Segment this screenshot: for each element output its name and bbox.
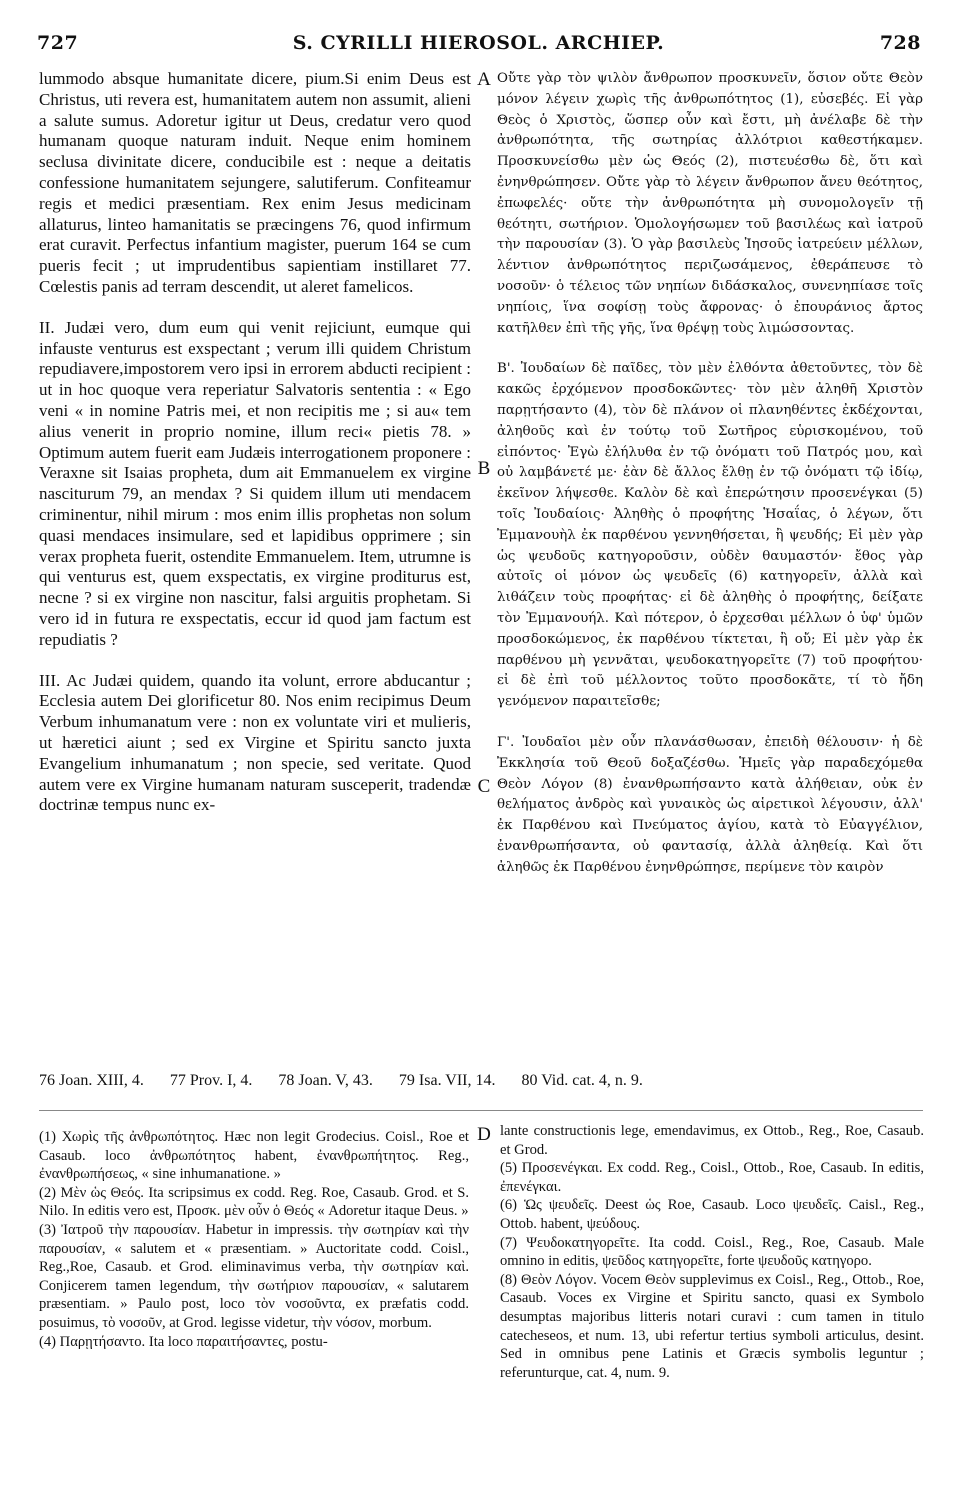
note-7: (7) Ψευδοκατηγορεῖτε. Ita codd. Coisl., Reg., Roe, Casaub. Male omnino in editis, ψεῦδος κατηγορεῖτε, forte ψευδοῦς κατηγορο. — [500, 1234, 924, 1270]
note-5: (5) Προσενέγκαι. Ex codd. Reg., Coisl., Ottob., Roe, Casaub. In editis, ἐπενέγκαι. — [500, 1160, 924, 1195]
scripture-footnotes — [39, 1072, 923, 1090]
greek-paragraph-2: Β'. Ἰουδαίων δὲ παῖδες, τὸν μὲν ἐλθόντα ἀθετοῦντες, τὸν δὲ κακῶς ἐρχόμενον προσδοκῶντες· τὸν μὲν ἀληθῆ Χριστὸν παρῃτήσαντο (4), τὸν δὲ πλάνον οἱ πλανηθέντες ἐκδέχονται, ἀληθοῦς καὶ ἐν τούτῳ τοῦ Σωτῆρος εὑρισκομένου, τοῦ εἰπόντος· Ἐγὼ ἐλήλυθα ἐν τῷ ὀνόματι τοῦ Πατρός μου, καὶ οὐ λαμβάνετέ με· ἐὰν δὲ ἄλλος ἔλθῃ ἐν τῷ ὀνόματι τῷ ἰδίῳ, ἐκεῖνον λήψεσθε. Καλὸν δὲ καὶ ἐπερώτησιν προσενέγκαι (5) τοῖς Ἰουδαίοις· Ἀληθὴς ὁ προφήτης Ἡσαΐας, ὁ λέγων, ὅτι Ἐμμανουὴλ ἐκ παρθένου γεννηθήσεται, ἢ ψευδής; Εἰ μὲν γὰρ ὡς ψευδοῦς κατηγοροῦσιν, οὐδὲν θαυμαστόν· ἔθος γὰρ αὐτοῖς οἱ μόνον ὡς ψευδεῖς (6) κατηγορεῖν, ἀλλὰ καὶ λιθάζειν τοὺς προφήτας· εἰ δὲ ἀληθὴς ὁ προφήτης, δείξατε τὸν Ἐμμανουήλ. Καὶ πότερον, ὁ ἐρχεσθαι μέλλων ὁ ὑφ' ὑμῶν προσδοκώμενος, ἐκ παρθένου τίκτεται, ἢ οὔ; Εἰ μὲν γὰρ ἐκ παρθένου μὴ γεννᾶται, ψευδοκατηγορεῖτε (7) τοῦ προφήτου· εἰ δὲ ἐπὶ τοῦ μέλλοντος τοῦτο προσδοκᾶτε, τί τὸ ἤδη γενόμενον παραιτεῖσθε; — [497, 361, 923, 710]
latin-paragraph-2: II. Judæi vero, dum eum qui venit rejiciunt, eumque qui infauste venturus est exspectant ; verum illi quidem Christum repudiavere,impostorem vero ipsi in errorem abducti recipient : ut in hoc quoque vera reperiatur Salvatoris sententia : « Ego veni « in nomine Patris mei, et non recipitis me ; si au« tem alius venerit in proprio nomine, illum reci« pietis 78. » Optimum autem fuerit eam Judæis interrogationem proponere : Veraxne sit Isaias propheta, dum ait Emmanuelem ex virgine nasciturum 79, an mendax ? Si quidem illum uti mendacem criminentur, nihil mirum : mos enim illis prophetas non solum quasi mendaces insimulare, sed et lapidibus opprimere ; sin verax propheta fuerit, ostendite Emmanuelem. Item, utrumne is qui venturus est, quem exspectatis, ex virgine proditurus est, necne ? si ex virgine non nascitur, falsi arguitis prophetam. Si vero id in futura re exspectatis, eccur id quod jam factum est repudiatis ? — [39, 317, 471, 649]
footnote-78: 78 Joan. V, 43. — [278, 1072, 373, 1089]
notes-divider — [39, 1110, 923, 1111]
footnote-79: 79 Isa. VII, 14. — [398, 1072, 496, 1089]
critical-notes-left — [39, 1128, 469, 1351]
footnote-77: 77 Prov. I, 4. — [169, 1072, 253, 1089]
latin-column — [39, 69, 471, 816]
footnote-76: 76 Joan. XIII, 4. — [39, 1072, 144, 1089]
running-title: S. CYRILLI HIEROSOL. ARCHIEP. — [292, 32, 665, 54]
note-3: (3) Ἰατροῦ τὴν παρουσίαν. Habetur in impressis. τὴν σωτηρίαν καὶ τὴν παρουσίαν, « salutem et « præsentiam. » Auctoritate codd. Coisl., Reg.,Roe, Casaub. et Grod. eliminavimus verba, τὴν σωτηρίαν καὶ. Conjicerem tamen legendum, τὴν σωτήριον παρουσίαν, « salutarem præsentiam. » Paulo post, loco τὸν νοσοῦντα, ex præfatis codd. posuimus, τὸ νοσοῦν, at Grod. legisse videtur, τὴν νόσον, morbum. — [39, 1221, 469, 1331]
critical-notes-right — [500, 1122, 924, 1382]
page-number-left: 727 — [37, 32, 79, 54]
greek-column — [497, 69, 923, 878]
margin-marker-b: B — [477, 458, 491, 479]
note-4-continued: lante constructionis lege, emendavimus, ex Ottob., Reg., Roe, Casaub. et Grod. — [500, 1123, 924, 1158]
margin-marker-c: C — [477, 776, 491, 797]
note-8: (8) Θεὸν Λόγον. Vocem Θεὸν supplevimus ex Coisl., Reg., Ottob., Roe, Casaub. Voces ex Virgine et Spiritu sancto, quasi ex Symbolo desumptas majoribus litteris notari curavi : cum tamen in titulo catecheseos, et num. 13, ubi refertur tertius symboli articulus, desint. Sed in omnibus pene Latinis et Græcis symbolis leguntur ; referunturque, cat. 4, num. 9. — [500, 1271, 924, 1381]
footnote-80: 80 Vid. cat. 4, n. 9. — [521, 1072, 643, 1089]
note-6: (6) Ὡς ψευδεῖς. Deest ὡς Roe, Casaub. Loco ψευδεῖς. Caisl., Reg., Ottob. habent, ψεύδους. — [500, 1197, 924, 1232]
latin-paragraph-3: III. Ac Judæi quidem, quando ita volunt, errore abducantur ; Ecclesia autem Dei glorificetur 80. Nos enim recipimus Deum Verbum inhumanatum vere : non ex voluntate viri et mulieris, ut hæretici aiunt ; sed ex Virgine et Spiritu sancto juxta Evangelium inhumanatum ; non specie, sed veritate. Quod autem vere ex Virgine humanam naturam susceperit, tradendæ doctrinæ tempus nunc ex- — [39, 670, 471, 815]
margin-marker-a: A — [477, 69, 491, 90]
note-4: (4) Παρῃτήσαντο. Ita loco παραιτήσαντες, postu- — [39, 1333, 328, 1350]
note-1: (1) Χωρὶς τῆς ἀνθρωπότητος. Hæc non legit Grodecius. Coisl., Roe et Casaub. loco ἀνθρωπότητος habent, ἐνανθρωπήτητος. Reg., ἐνανθρωπήσεως, « sine inhumanatione. » — [39, 1129, 469, 1183]
margin-marker-d: D — [477, 1124, 491, 1145]
greek-paragraph-3: Γ'. Ἰουδαῖοι μὲν οὖν πλανάσθωσαν, ἐπειδὴ θέλουσιν· ἡ δὲ Ἐκκλησία τοῦ Θεοῦ δοξαζέσθω. Ἡμεῖς γὰρ παραδεχόμεθα Θεὸν Λόγον (8) ἐνανθρωπήσαντο κατὰ ἀλήθειαν, οὐκ ἐν θελήματος ἀνδρὸς καὶ γυναικὸς ὡς αἱρετικοὶ λέγουσιν, ἀλλ' ἐκ Παρθένου καὶ Πνεύματος ἁγίου, κατὰ τὸ Εὐαγγέλιον, ἐνανθρωπήσαντα, οὐ φαντασίᾳ, ἀλλὰ ἀληθείᾳ. Καὶ ὅτι ἀληθῶς ἐκ Παρθένου ἐνηνθρώπησε, περίμενε τὸν καιρὸν — [497, 734, 923, 875]
page-number-right: 728 — [879, 32, 921, 54]
greek-paragraph-1: Οὔτε γὰρ τὸν ψιλὸν ἄνθρωπον προσκυνεῖν, ὅσιον οὔτε Θεὸν μόνον λέγειν χωρὶς τῆς ἀνθρωπότητος (1), εὐσεβές. Εἰ γὰρ Θεὸς ὁ Χριστὸς, ὥσπερ οὖν καὶ ἔστι, μὴ ἀνέλαβε δὲ τὴν ἀνθρωπότητα, τῆς σωτηρίας ἀλλότριοι καθεστήκαμεν. Προσκυνείσθω μὲν ὡς Θεός (2), πιστευέσθω δὲ, ὅτι καὶ ἐνηνθρώπησεν. Οὔτε γὰρ τὸ λέγειν ἄνθρωπον ἄνευ θεότητος, ἐπωφελές· οὔτε τὴν ἀνθρωπότητα μὴ συνομολογεῖν τῇ θεότητι, σωτήριον. Ὁμολογήσωμεν τοῦ βασιλέως καὶ ἰατροῦ τὴν παρουσίαν (3). Ὁ γὰρ βασιλεὺς Ἰησοῦς ἰατρεύειν μέλλων, λέντιον ἀνθρωπότητος περιζωσάμενος, ἐθεράπευσε τὸ νοσοῦν· ὁ τέλειος τῶν νηπίων διδάσκαλος, συνενηπίασε τοῖς νηπίοις, ἵνα σοφίσῃ τοὺς ἄφρονας· ὁ ἐπουράνιος ἄρτος κατῆλθεν ἐπὶ τῆς γῆς, ἵνα θρέψῃ τοὺς λιμώσσοντας. — [497, 71, 923, 336]
latin-paragraph-1: lummodo absque humanitate dicere, pium.Si enim Deus est Christus, uti revera est, humanitatem autem non assumit, alieni a salute sumus. Adoretur igitur ut Deus, credatur vero quod humanam quoque naturam induit. Neque enim hominem seclusa divinitate dicere, conducibile est : neque a deitatis confessione humanitatem sejungere, salutiferum. Confiteamur regis et medici præsentiam. Rex enim Jesus medicinam allaturus, linteo hamanitatis se præcingens 76, quod infirmum erat curavit. Perfectus infantium magister, puerum 164 se cum pueris fecit ; ut imprudentibus sapientiam instillaret 77. Cœlestis panis ad terram descendit, ut aleret famelicos. — [39, 69, 471, 296]
note-2: (2) Μὲν ὡς Θεός. Ita scripsimus ex codd. Reg. Roe, Casaub. Grod. et S. Nilo. In editis vero est, Προσκ. μὲν οὖν ὁ Θεός « Adoretur itaque Deus. » — [39, 1184, 469, 1220]
